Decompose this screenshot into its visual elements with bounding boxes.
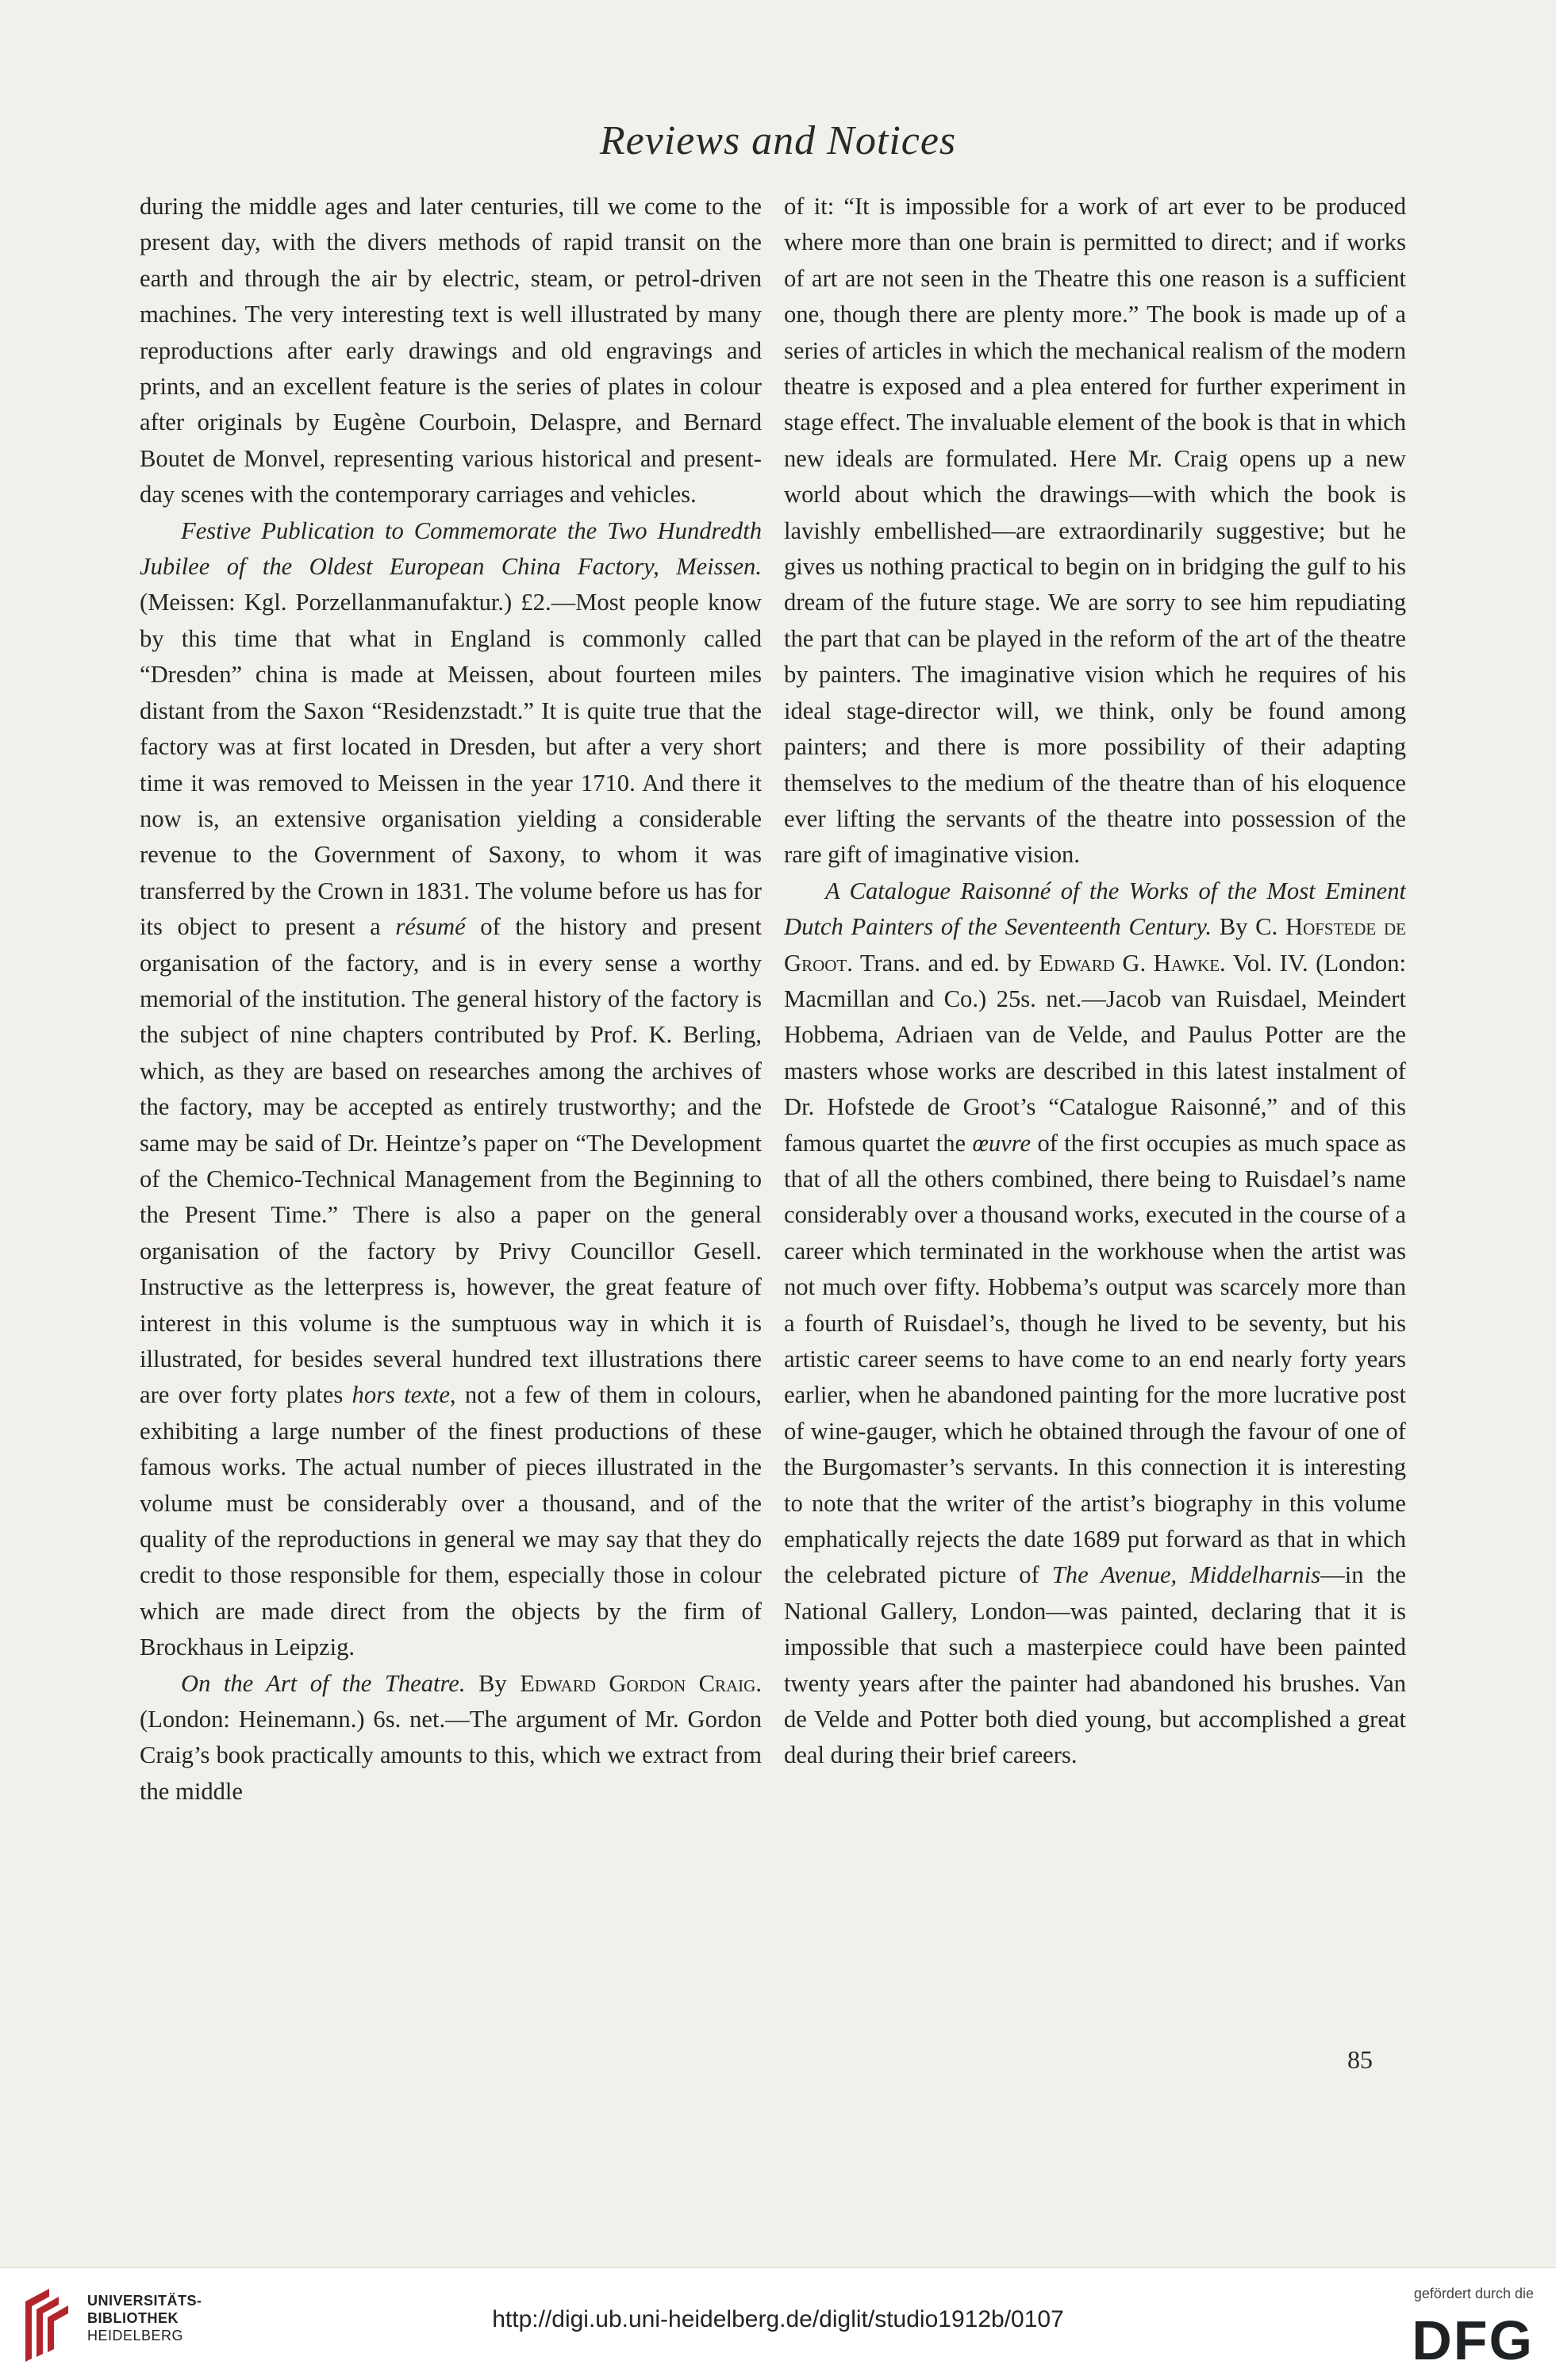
page-number: 85 — [1347, 2045, 1373, 2074]
paragraph-dutch-catalogue-review: A Catalogue Raisonné of the Works of the Most Eminent Dutch Painters of the Seventeenth Century. By C. Hofstede de Groot. Trans. and ed. by Edward G. Hawke. Vol. IV. (London: Macmillan and Co.) 25s. net.—Jacob van Ruisdael, Meindert Hobbema, Adriaen van de Velde, and Paulus Potter are the masters whose works are described in this latest instalment of Dr. Hofstede de Groot’s “Catalogue Raisonné,” and of this famous quartet the œuvre of the first occupies as much space as that of all the others combined, there being to Ruisdael’s name considerably over a thousand works, executed in the course of a career which terminated in the workhouse when the artist was not much over fifty. Hobbema’s output was scarcely more than a fourth of Ruisdael’s, though he lived to be seventy, but his artistic career seems to have come to an end nearly forty years earlier, when he abandoned painting for the more lucrative post of wine-gauger, which he obtained through the favour of one of the Burgomaster’s servants. In this connection it is interesting to note that the writer of the artist’s biography in this volume emphatically rejects the date 1689 put forward as that in which the celebrated picture of The Avenue, Middelharnis—in the National Gallery, London—was painted, declaring that it is impossible that such a masterpiece could have been painted twenty years after the painter had abandoned his brushes. Van de Velde and Potter both died young, but accomplished a great deal during their brief careers. — [784, 877, 1406, 1769]
paragraph-meissen-review: Festive Publication to Commemorate the Two Hundredth Jubilee of the Oldest European China Factory, Meissen. (Meissen: Kgl. Porzellanmanufaktur.) £2.—Most people know by this time that what in England is commonly called “Dresden” china is made at Meissen, about fourteen miles distant from the Saxon “Residenzstadt.” It is quite true that the factory was at first located in Dresden, but after a very short time it was removed to Meissen in the year 1710. And there it now is, an extensive organisation yielding a considerable revenue to the Government of Saxony, to whom it was transferred by the Crown in 1831. The volume before us has for its object to present a résumé of the history and present organisation of the factory, and is in every sense a worthy memorial of the institution. The general history of the factory is the subject of nine chapters contributed by Prof. K. Berling, which, as they are based on researches among the archives of the factory, may be accepted as entirely trustworthy; and the same may be said of Dr. Heintze’s paper on “The Development of the Chemico-Technical Management from the Beginning to the Present Time.” There is also a paper on the general organisation of the factory by Privy Councillor Gesell. Instructive as the letterpress is, however, the great feature of interest in this volume is the sumptuous way in which it is illustrated, for besides several hundred text illustrations there are over forty plates hors texte, not a few of them in colours, exhibiting a large number of the finest productions of these famous works. The actual number of pieces illustrated in the volume must be considerably over a thousand, and of the quality of the reproductions in general we may say that they do credit to those responsible for them, especially those in colour which are made direct from the objects by the firm of Brockhaus in Leipzig. — [140, 516, 762, 1661]
author-hawke: Edward G. Hawke. — [1039, 949, 1226, 977]
author-craig: Edward Gordon Craig. — [520, 1669, 762, 1697]
right-column — [784, 189, 1406, 2046]
left-column — [140, 189, 762, 2046]
book-title-theatre: On the Art of the Theatre. — [181, 1669, 466, 1697]
paragraph-transit-review: during the middle ages and later centuries, till we come to the present day, with the divers methods of rapid transit on the earth and through the air by electric, steam, or petrol-driven machines. The very interesting text is well illustrated by many reproductions after early drawings and old engravings and prints, and an excellent feature is the series of plates in colour after originals by Eugène Courboin, Delaspre, and Bernard Boutet de Monvel, representing various historical and present-day scenes with the contemporary carriages and vehicles. — [140, 193, 762, 509]
author-hofstede: C. Hofstede de Groot. — [784, 913, 1406, 977]
paragraph-craig-continued: of it: “It is impossible for a work of art ever to be produced where more than one brain is permitted to direct; and if works of art are not seen in the Theatre this one reason is a sufficient one, though there are plenty more.” The book is made up of a series of articles in which the mechanical realism of the modern theatre is exposed and a plea entered for further experiment in stage effect. The invaluable element of the book is that in which new ideals are formulated. Here Mr. Craig opens up a new world about which the drawings—with which the book is lavishly embellished—are extraordinarily suggestive; but he gives us nothing practical to begin on in bridging the gulf to his dream of the future stage. We are sorry to see him repudiating the part that can be played in the reform of the art of the theatre by painters. The imaginative vision which he requires of his ideal stage-director will, we think, only be found among painters; and there is more possibility of their adapting themselves to the medium of the theatre than of his eloquence ever lifting the servants of the theatre into possession of the rare gift of imaginative vision. — [784, 193, 1406, 869]
library-name: UNIVERSITÄTS- BIBLIOTHEK HEIDELBERG — [87, 2293, 202, 2344]
book-title-meissen: Festive Publication to Commemorate the Two Hundredth Jubilee of the Oldest European China Factory, Meissen. — [140, 516, 762, 581]
dfg-logo: DFG — [1412, 2309, 1534, 2371]
paragraph-craig-review: On the Art of the Theatre. By Edward Gordon Craig. (London: Heinemann.) 6s. net.—The argument of Mr. Gordon Craig’s book practically amounts to this, which we extract from the middle — [140, 1669, 762, 1805]
digitization-footer — [0, 2267, 1556, 2380]
source-url-link[interactable]: http://digi.ub.uni-heidelberg.de/diglit/studio1912b/0107 — [492, 2306, 1064, 2332]
book-title-catalogue: A Catalogue Raisonné of the Works of the Most Eminent Dutch Painters of the Seventeenth Century. — [784, 877, 1406, 941]
running-title: Reviews and Notices — [599, 118, 957, 163]
funding-note: gefördert durch die — [1413, 2286, 1534, 2301]
